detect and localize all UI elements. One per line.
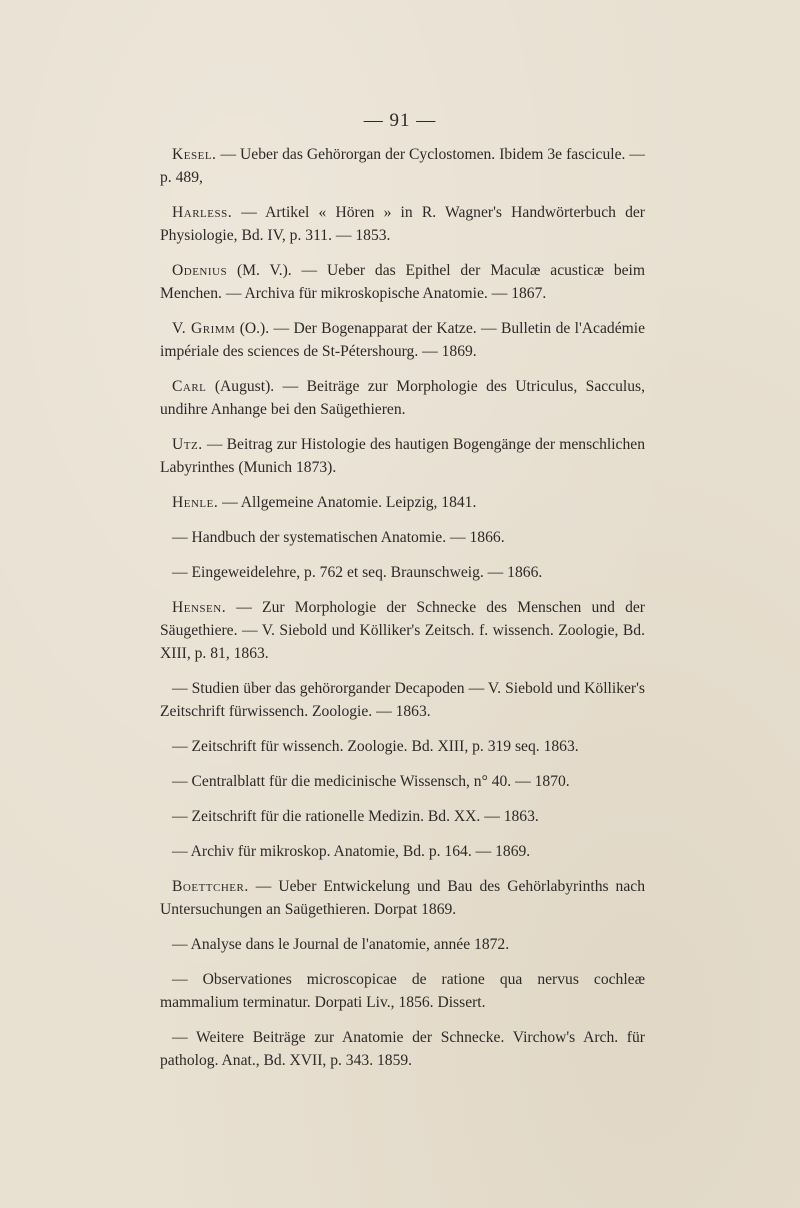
entry-author: Henle. xyxy=(172,494,219,511)
bibliography-entry xyxy=(160,677,645,723)
bibliography-entry xyxy=(160,201,645,247)
bibliography-entry xyxy=(160,433,645,479)
bibliography-entry xyxy=(160,805,645,828)
entry-text: (O.). — Der Bogenapparat der Katze. — Bulletin de l'Académie impériale des sciences de St-Pétershourg. — 1869. xyxy=(160,320,645,360)
entry-author: Odenius xyxy=(172,262,228,279)
entry-text: — Ueber das Gehörorgan der Cyclostomen. Ibidem 3e fascicule. — p. 489, xyxy=(160,146,645,186)
bibliography-entry xyxy=(160,875,645,921)
entry-text: — Weitere Beiträge zur Anatomie der Schnecke. Virchow's Arch. für patholog. Anat., Bd. XVII, p. 343. 1859. xyxy=(160,1029,645,1069)
entry-text: — Eingeweidelehre, p. 762 et seq. Braunschweig. — 1866. xyxy=(172,564,543,581)
bibliography-entry xyxy=(160,1026,645,1072)
entry-text: — Handbuch der systematischen Anatomie. — 1866. xyxy=(172,529,505,546)
entry-text: — Allgemeine Anatomie. Leipzig, 1841. xyxy=(218,494,477,511)
entry-text: — Studien über das gehörorgander Decapoden — V. Siebold und Kölliker's Zeitschrift fürwissench. Zoologie. — 1863. xyxy=(160,680,645,720)
entry-text: — Zur Morphologie der Schnecke des Menschen und der Säugethiere. — V. Siebold und Kölliker's Zeitsch. f. wissench. Zoologie, Bd. XIII, p. 81, 1863. xyxy=(160,599,645,662)
entry-text: — Archiv für mikroskop. Anatomie, Bd. p. 164. — 1869. xyxy=(172,843,531,860)
entry-author: Hensen. xyxy=(172,599,227,616)
bibliography-entry xyxy=(160,561,645,584)
entry-author: Kesel. xyxy=(172,146,217,163)
entry-text: — Centralblatt für die medicinische Wissensch, n° 40. — 1870. xyxy=(172,773,570,790)
bibliography-entry xyxy=(160,968,645,1014)
bibliography-entry xyxy=(160,317,645,363)
entry-author: Harless. xyxy=(172,204,233,221)
page-number: — 91 — xyxy=(363,110,437,131)
entry-text: — Analyse dans le Journal de l'anatomie, année 1872. xyxy=(172,936,510,953)
entry-text: (August). — Beiträge zur Morphologie des Utriculus, Sacculus, undihre Anhange bei den Saügethieren. xyxy=(160,378,645,418)
entry-text: — Beitrag zur Histologie des hautigen Bogengänge der menschlichen Labyrinthes (Munich 1873). xyxy=(160,436,645,476)
entry-text: (M. V.). — Ueber das Epithel der Maculæ acusticæ beim Menchen. — Archiva für mikroskopische Anatomie. — 1867. xyxy=(160,262,645,302)
bibliography-entry xyxy=(160,491,645,514)
entry-text: — Ueber Entwickelung und Bau des Gehörlabyrinths nach Untersuchungen an Saügethieren. Dorpat 1869. xyxy=(160,878,645,918)
bibliography-entry xyxy=(160,735,645,758)
bibliography-list xyxy=(160,143,645,1084)
bibliography-entry xyxy=(160,259,645,305)
bibliography-entry xyxy=(160,933,645,956)
entry-text: — Observationes microscopicae de ratione qua nervus cochleæ mammalium terminatur. Dorpati Liv., 1856. Dissert. xyxy=(160,971,645,1011)
bibliography-entry xyxy=(160,770,645,793)
entry-text: — Artikel « Hören » in R. Wagner's Handwörterbuch der Physiologie, Bd. IV, p. 311. — 1853. xyxy=(160,204,645,244)
entry-text: — Zeitschrift für wissench. Zoologie. Bd. XIII, p. 319 seq. 1863. xyxy=(172,738,579,755)
entry-text: — Zeitschrift für die rationelle Medizin. Bd. XX. — 1863. xyxy=(172,808,539,825)
entry-author: Carl xyxy=(172,378,207,395)
entry-author: Boettcher. xyxy=(172,878,249,895)
bibliography-entry xyxy=(160,596,645,665)
entry-author: Utz. xyxy=(172,436,203,453)
bibliography-entry xyxy=(160,375,645,421)
bibliography-entry xyxy=(160,143,645,189)
entry-author: V. Grimm xyxy=(172,320,236,337)
bibliography-entry xyxy=(160,840,645,863)
bibliography-entry xyxy=(160,526,645,549)
